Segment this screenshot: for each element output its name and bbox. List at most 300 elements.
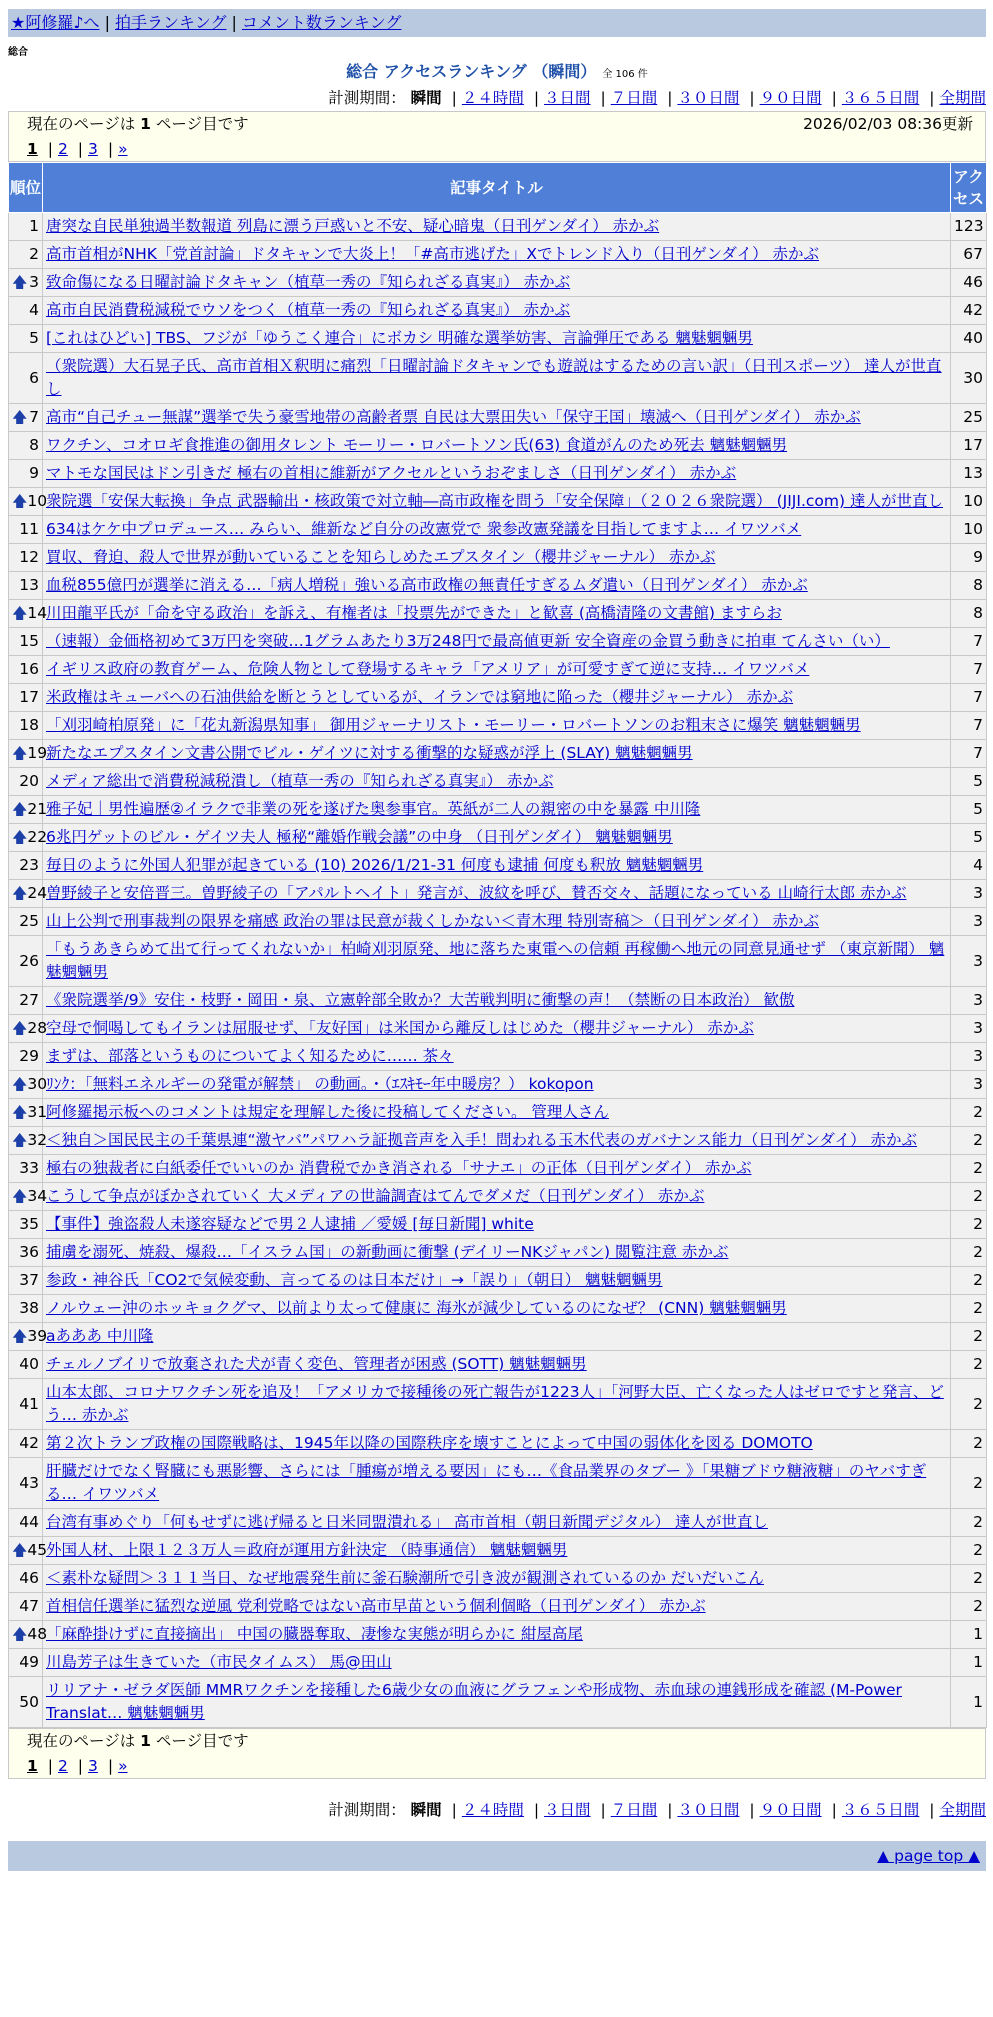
rank-cell [9, 404, 43, 432]
rank-number: 35 [19, 1215, 39, 1233]
rank-number: 14 [27, 604, 48, 622]
rank-number: 45 [27, 1541, 48, 1559]
rank-number: 48 [27, 1625, 48, 1643]
period-link-3d[interactable]: ３日間 [544, 1801, 591, 1819]
access-count: 2 [951, 1351, 987, 1379]
title-cell [43, 241, 951, 269]
table-row [9, 1295, 987, 1323]
title-cell [43, 908, 951, 936]
current-page-text: 現在のページは 1 ページ目です [27, 1732, 249, 1750]
access-count: 5 [951, 768, 987, 796]
rank-cell [9, 1430, 43, 1458]
rank-number: 18 [19, 716, 39, 734]
rank-cell [9, 1351, 43, 1379]
table-row [9, 488, 987, 516]
table-row [9, 1565, 987, 1593]
access-count: 3 [951, 1015, 987, 1043]
ranking-title: 総合 アクセスランキング （瞬間） [346, 62, 597, 81]
access-count: 3 [951, 987, 987, 1015]
access-count: 3 [951, 1043, 987, 1071]
rank-number: 4 [29, 301, 39, 319]
rank-number: 9 [29, 464, 39, 482]
article-title-link[interactable]: 首相信任選挙に猛烈な逆風 党利党略ではない高市早苗という個利個略（日刊ゲンダイ） 赤かぶ [46, 1597, 706, 1615]
title-cell [43, 404, 951, 432]
rank-cell [9, 1071, 48, 1099]
title-cell [43, 1677, 951, 1728]
period-label: 計測期間： [328, 1801, 406, 1819]
separator: | [231, 13, 237, 32]
table-row [9, 768, 987, 796]
rank-number: 12 [19, 548, 39, 566]
rank-number: 40 [19, 1355, 39, 1373]
table-row [9, 269, 987, 297]
access-count: 30 [951, 353, 987, 404]
rank-cell [9, 908, 43, 936]
access-count: 3 [951, 880, 987, 908]
article-title-link[interactable]: 川島芳子は生きていた（市民タイムス） 馬@田山 [46, 1653, 392, 1671]
footer-bar [8, 1841, 986, 1871]
article-title-link[interactable]: 高市首相がNHK「党首討論」ドタキャンで大炎上！「#高市逃げた」Xでトレンド入り（日刊ゲンダイ） 赤かぶ [46, 245, 820, 263]
access-count: 2 [951, 1430, 987, 1458]
rank-cell [9, 1621, 48, 1649]
table-row [9, 1323, 987, 1351]
title-cell [43, 712, 951, 740]
rank-cell [9, 1267, 43, 1295]
title-cell [43, 656, 951, 684]
ranking-table [8, 162, 987, 1728]
rank-cell [9, 213, 43, 241]
article-title-link[interactable]: チェルノブイリで放棄された犬が青く変色、管理者が困惑 (SOTT) 魑魅魍魎男 [46, 1355, 587, 1373]
page-next-link[interactable]: » [118, 1757, 128, 1775]
article-title-link[interactable]: 【事件】強盗殺人未遂容疑などで男２人逮捕 ／愛媛 [毎日新聞] white [46, 1215, 534, 1233]
section-label: 総合 [8, 47, 28, 58]
rank-cell [9, 1537, 48, 1565]
rank-number: 42 [19, 1434, 39, 1452]
table-row [9, 600, 987, 628]
table-row [9, 213, 987, 241]
rank-number: 31 [27, 1103, 48, 1121]
rank-number: 24 [27, 884, 48, 902]
rank-number: 44 [19, 1513, 39, 1531]
pagination: 1 | 2 | 3 | » [27, 140, 128, 158]
period-link-7d[interactable]: ７日間 [610, 1801, 658, 1819]
table-row [9, 987, 987, 1015]
table-row [9, 628, 987, 656]
article-title-link[interactable]: ノルウェー沖のホッキョクグマ、以前より太って健康に 海氷が減少しているのになぜ？ (CNN) 魑魅魍魎男 [46, 1299, 787, 1317]
rank-number: 20 [19, 772, 39, 790]
page-top-link[interactable]: ▲ page top ▲ [877, 1847, 980, 1865]
table-row [9, 460, 987, 488]
period-link-3d[interactable]: ３日間 [544, 89, 591, 107]
rank-cell [9, 768, 43, 796]
rank-number: 21 [27, 800, 48, 818]
table-row [9, 1677, 987, 1728]
table-row [9, 824, 987, 852]
nav-link-comment-ranking[interactable]: コメント数ランキング [241, 13, 402, 32]
rank-cell [9, 936, 43, 987]
access-count: 3 [951, 1071, 987, 1099]
nav-link-asyura[interactable]: ★阿修羅♪へ [11, 13, 100, 32]
article-title-link[interactable]: 衆院選「安保大転換」争点 武器輸出・核政策で対立軸―高市政権を問う「安全保障」（２０２６衆院選） (JIJI.com) 達人が世直し [46, 492, 943, 510]
title-cell [43, 297, 951, 325]
table-row [9, 1351, 987, 1379]
title-cell [43, 213, 951, 241]
period-link-all[interactable]: 全期間 [939, 1801, 986, 1819]
rank-number: 38 [19, 1299, 39, 1317]
table-row [9, 325, 987, 353]
access-count: 2 [951, 1565, 987, 1593]
period-link-24h[interactable]: ２４時間 [461, 1801, 524, 1819]
rank-number: 43 [19, 1473, 39, 1492]
article-title-link[interactable]: 川田龍平氏が「命を守る政治」を訴え、有権者は「投票先ができた」と歓喜 (高橋清隆の文書館) ますらお [46, 604, 782, 622]
article-title-link[interactable]: ＜素朴な疑問＞３１１当日、なぜ地震発生前に釜石験潮所で引き波が観測されているのか だいだいこん [46, 1569, 764, 1587]
title-cell [43, 460, 951, 488]
rank-number: 17 [19, 688, 39, 706]
top-nav-bar [8, 9, 986, 37]
page-next-link[interactable]: » [118, 140, 128, 158]
page-current: 1 [27, 1757, 38, 1775]
period-link-90d[interactable]: ９０日間 [759, 1801, 822, 1819]
access-count: 2 [951, 1323, 987, 1351]
rank-cell [9, 684, 43, 712]
table-row [9, 1267, 987, 1295]
rank-cell [9, 1458, 43, 1509]
article-title-link[interactable]: 6兆円ゲットのビル・ゲイツ夫人 極秘“離婚作戦会議”の中身 （日刊ゲンダイ） 魑魅魍魎男 [46, 828, 673, 846]
rank-cell [9, 1211, 43, 1239]
article-title-link[interactable]: 曽野綾子と安倍晋三。曽野綾子の「アパルトヘイト」発言が、波紋を呼び、賛否交々、話題になっている 山崎行太郎 赤かぶ [46, 884, 907, 902]
rank-number: 37 [19, 1271, 39, 1289]
page-status-panel-top [8, 111, 986, 162]
article-title-link[interactable]: 山本太郎、コロナワクチン死を追及！「アメリカで接種後の死亡報告が1223人」「河野大臣、亡くなった人はゼロですと発言、どう… 赤かぶ [46, 1383, 944, 1424]
rank-cell [9, 1015, 48, 1043]
title-cell [43, 544, 951, 572]
access-count: 2 [951, 1099, 987, 1127]
title-cell [43, 488, 951, 516]
rank-up-arrow-icon: 🡅 [12, 744, 28, 762]
article-title-link[interactable]: 「刈羽崎柏原発」に「花丸新潟県知事」 御用ジャーナリスト・モーリー・ロバートソンのお粗末さに爆笑 魑魅魍魎男 [46, 716, 861, 734]
article-title-link[interactable]: 血税855億円が選挙に消える…「病人増税」強いる高市政権の無責任すぎるムダ遣い（日刊ゲンダイ） 赤かぶ [46, 576, 808, 594]
period-link-30d[interactable]: ３０日間 [677, 1801, 740, 1819]
table-row [9, 852, 987, 880]
period-link-365d[interactable]: ３６５日間 [841, 89, 920, 107]
access-count: 10 [951, 516, 987, 544]
title-cell [43, 432, 951, 460]
table-row [9, 908, 987, 936]
title-cell [43, 1621, 951, 1649]
table-row [9, 1015, 987, 1043]
rank-cell [9, 269, 43, 297]
article-title-link[interactable]: 高市自民消費税減税でウソをつく（植草一秀の『知られざる真実』） 赤かぶ [46, 301, 571, 319]
nav-link-applause-ranking[interactable]: 拍手ランキング [114, 13, 227, 32]
article-title-link[interactable]: 第２次トランプ政権の国際戦略は、1945年以降の国際秩序を壊すことによって中国の弱体化を図る DOMOTO [46, 1434, 813, 1452]
article-title-link[interactable]: イギリス政府の教育ゲーム、危険人物として登場するキャラ「アメリア」が可愛すぎて逆に支持… イワツバメ [46, 660, 810, 678]
article-title-link[interactable]: ﾘﾝｸ：「無料エネルギーの発電が解禁」 の動画。・（ｴｽｷﾓｰ年中暖房？） kokopon [46, 1075, 594, 1093]
access-count: 2 [951, 1127, 987, 1155]
article-title-link[interactable]: マトモな国民はドン引きだ 極右の首相に維新がアクセルというおぞましさ（日刊ゲンダイ） 赤かぶ [46, 464, 737, 482]
article-title-link[interactable]: 山上公判で刑事裁判の限界を痛感 政治の罪は民意が裁くしかない＜青木理 特別寄稿＞（日刊ゲンダイ） 赤かぶ [46, 912, 820, 930]
rank-cell [9, 1099, 48, 1127]
period-link-all[interactable]: 全期間 [939, 89, 986, 107]
page-status-panel-bottom [8, 1728, 986, 1779]
title-cell [43, 1379, 951, 1430]
article-title-link[interactable]: 「もうあきらめて出て行ってくれないか」柏崎刈羽原発、地に落ちた東電への信頼 再稼働へ地元の同意見通せず （東京新聞） 魑魅魍魎男 [46, 940, 945, 981]
period-current: 瞬間 [410, 1801, 442, 1819]
table-row [9, 684, 987, 712]
rank-cell [9, 987, 43, 1015]
access-count: 2 [951, 1537, 987, 1565]
rank-up-arrow-icon: 🡅 [12, 1187, 28, 1205]
article-title-link[interactable]: 高市“自己チュー無謀”選挙で失う豪雪地帯の高齢者票 自民は大票田失い「保守王国」壊滅へ（日刊ゲンダイ） 赤かぶ [46, 408, 861, 426]
access-count: 8 [951, 572, 987, 600]
article-title-link[interactable]: 捕虜を溺死、焼殺、爆殺…「イスラム国」の新動画に衝撃 (デイリーNKジャパン) 閲覧注意 赤かぶ [46, 1243, 729, 1261]
rank-number: 22 [27, 828, 48, 846]
rank-number: 49 [19, 1653, 39, 1671]
rank-up-arrow-icon: 🡅 [12, 1075, 28, 1093]
access-count: 4 [951, 852, 987, 880]
title-cell [43, 1537, 951, 1565]
access-count: 8 [951, 600, 987, 628]
title-cell [43, 1239, 951, 1267]
article-title-link[interactable]: 買収、脅迫、殺人で世界が動いていることを知らしめたエプスタイン（櫻井ジャーナル） 赤かぶ [46, 548, 716, 566]
period-link-24h[interactable]: ２４時間 [461, 89, 524, 107]
pagination: 1 | 2 | 3 | » [27, 1757, 128, 1775]
page [8, 9, 986, 1871]
table-row [9, 1183, 987, 1211]
rank-number: 47 [19, 1597, 39, 1615]
article-title-link[interactable]: ＜独自＞国民民主の千葉県連“激ヤバ”パワハラ証拠音声を入手！問われる玉木代表のガバナンス能力（日刊ゲンダイ） 赤かぶ [46, 1131, 918, 1149]
table-row [9, 740, 987, 768]
table-row [9, 1509, 987, 1537]
article-title-link[interactable]: aあああ 中川隆 [46, 1327, 154, 1345]
title-cell [43, 572, 951, 600]
access-count: 2 [951, 1211, 987, 1239]
table-row [9, 1071, 987, 1099]
access-count: 10 [951, 488, 987, 516]
page-title [8, 59, 986, 85]
access-count: 3 [951, 936, 987, 987]
article-title-link[interactable]: 致命傷になる日曜討論ドタキャン（植草一秀の『知られざる真実』） 赤かぶ [46, 273, 571, 291]
rank-number: 25 [19, 912, 39, 930]
rank-cell [9, 353, 43, 404]
article-title-link[interactable]: 634はケケ中プロデュース… みらい、維新など自分の改憲党で 衆参改憲発議を目指してますよ… イワツバメ [46, 520, 802, 538]
table-row [9, 936, 987, 987]
rank-number: 29 [19, 1047, 39, 1065]
period-link-365d[interactable]: ３６５日間 [841, 1801, 920, 1819]
rank-number: 36 [19, 1243, 39, 1261]
rank-cell [9, 824, 48, 852]
rank-cell [9, 488, 48, 516]
table-row [9, 432, 987, 460]
article-title-link[interactable]: 唐突な自民単独過半数報道 列島に漂う戸惑いと不安、疑心暗鬼（日刊ゲンダイ） 赤かぶ [46, 217, 660, 235]
rank-cell [9, 628, 43, 656]
title-cell [43, 936, 951, 987]
rank-number: 32 [27, 1131, 48, 1149]
title-cell [43, 1183, 951, 1211]
rank-number: 28 [27, 1019, 48, 1037]
article-title-link[interactable]: 新たなエプスタイン文書公開でビル・ゲイツに対する衝撃的な疑惑が浮上 (SLAY) 魑魅魍魎男 [46, 744, 693, 762]
title-cell [43, 1565, 951, 1593]
title-cell [43, 987, 951, 1015]
title-cell [43, 1099, 951, 1127]
article-title-link[interactable]: ワクチン、コオロギ食推進の御用タレント モーリー・ロバートソン氏(63) 食道がんのため死去 魑魅魍魎男 [46, 436, 788, 454]
access-count: 25 [951, 404, 987, 432]
table-row [9, 1430, 987, 1458]
rank-cell [9, 600, 48, 628]
access-count: 3 [951, 908, 987, 936]
rank-number: 41 [19, 1394, 39, 1413]
article-title-link[interactable]: （衆院選）大石晃子氏、高市首相Ｘ釈明に痛烈「日曜討論ドタキャンでも遊説はするための言い訳」（日刊スポーツ） 達人が世直し [46, 357, 942, 398]
access-count: 1 [951, 1677, 987, 1728]
table-row [9, 1593, 987, 1621]
access-count: 5 [951, 824, 987, 852]
rank-cell [9, 544, 43, 572]
rank-number: 5 [29, 329, 39, 347]
table-row [9, 516, 987, 544]
article-title-link[interactable]: 「麻酔掛けずに直接摘出」 中国の臓器奪取、凄惨な実態が明らかに 紺屋高尾 [46, 1625, 583, 1643]
access-count: 17 [951, 432, 987, 460]
table-row [9, 1211, 987, 1239]
rank-up-arrow-icon: 🡅 [12, 800, 28, 818]
title-cell [43, 1295, 951, 1323]
access-count: 7 [951, 712, 987, 740]
rank-number: 16 [19, 660, 39, 678]
article-title-link[interactable]: 空母で恫喝してもイランは屈服せず、「友好国」は米国から離反しはじめた（櫻井ジャーナル） 赤かぶ [46, 1019, 754, 1037]
page-link-3[interactable]: 3 [88, 1757, 98, 1775]
table-row [9, 1649, 987, 1677]
article-title-link[interactable]: 《衆院選挙/9》安住・枝野・岡田・泉、立憲幹部全敗か？大苦戦判明に衝撃の声！（禁断の日本政治） 歓傲 [46, 991, 795, 1009]
rank-up-arrow-icon: 🡅 [12, 1131, 28, 1149]
title-cell [43, 1323, 951, 1351]
title-cell [43, 1043, 951, 1071]
article-title-link[interactable]: [これはひどい] TBS、フジが「ゆうこく連合」にボカシ 明確な選挙妨害、言論弾圧である 魑魅魍魎男 [46, 329, 753, 347]
access-count: 9 [951, 544, 987, 572]
access-count: 2 [951, 1267, 987, 1295]
article-title-link[interactable]: 肝臓だけでなく腎臓にも悪影響、さらには「腫瘍が増える要因」にも…《食品業界のタブー 》「果糖ブドウ糖液糖」のヤバすぎる… イワツバメ [46, 1462, 927, 1503]
page-link-2[interactable]: 2 [57, 140, 68, 158]
access-count: 2 [951, 1509, 987, 1537]
header-rank: 順位 [9, 163, 43, 213]
title-cell [43, 1509, 951, 1537]
title-cell [43, 1593, 951, 1621]
period-link-30d[interactable]: ３０日間 [677, 89, 740, 107]
rank-cell [9, 1677, 43, 1728]
table-row [9, 1127, 987, 1155]
article-title-link[interactable]: まずは、部落というものについてよく知るために…… 茶々 [46, 1047, 454, 1065]
access-count: 2 [951, 1183, 987, 1211]
title-cell [43, 1351, 951, 1379]
rank-up-arrow-icon: 🡅 [12, 273, 28, 291]
article-title-link[interactable]: 米政権はキューバへの石油供給を断とうとしているが、イランでは窮地に陥った（櫻井ジャーナル） 赤かぶ [46, 688, 794, 706]
updated-timestamp: 2026/02/03 08:36更新 [803, 115, 973, 133]
title-cell [43, 600, 951, 628]
rank-up-arrow-icon: 🡅 [12, 408, 28, 426]
title-cell [43, 1649, 951, 1677]
rank-number: 2 [29, 245, 39, 263]
title-cell [43, 1211, 951, 1239]
period-selector-bottom: 計測期間： 瞬間 | ２４時間 | ３日間 | ７日間 | ３０日間 | ９０日間 | ３６５日間 | 全期間 [328, 1801, 986, 1819]
rank-number: 13 [19, 576, 39, 594]
rank-cell [9, 460, 43, 488]
access-count: 2 [951, 1593, 987, 1621]
rank-cell [9, 572, 43, 600]
rank-cell [9, 1649, 43, 1677]
title-cell [43, 269, 951, 297]
title-cell [43, 796, 951, 824]
rank-cell [9, 1127, 48, 1155]
access-count: 1 [951, 1649, 987, 1677]
article-title-link[interactable]: リリアナ・ゼラダ医師 MMRワクチンを接種した6歳少女の血液にグラフェンや形成物、赤血球の連銭形成を確認 (M-Power Translat… 魑魅魍魎男 [46, 1681, 902, 1722]
title-cell [43, 824, 951, 852]
rank-number: 23 [19, 856, 39, 874]
rank-number: 6 [29, 368, 39, 387]
article-title-link[interactable]: 極右の独裁者に白紙委任でいいのか 消費税でかき消される「サナエ」の正体（日刊ゲンダイ） 赤かぶ [46, 1159, 752, 1177]
article-title-link[interactable]: 台湾有事めぐり「何もせずに逃げ帰ると日米同盟潰れる」 高市首相（朝日新聞デジタル） 達人が世直し [46, 1513, 768, 1531]
table-row [9, 297, 987, 325]
rank-up-arrow-icon: 🡅 [12, 828, 28, 846]
article-title-link[interactable]: 外国人材、上限１２３万人＝政府が運用方針決定 （時事通信） 魑魅魍魎男 [46, 1541, 568, 1559]
rank-cell [9, 852, 43, 880]
table-row [9, 353, 987, 404]
period-link-7d[interactable]: ７日間 [610, 89, 658, 107]
access-count: 2 [951, 1295, 987, 1323]
table-row [9, 544, 987, 572]
page-link-3[interactable]: 3 [88, 140, 98, 158]
rank-up-arrow-icon: 🡅 [12, 1019, 28, 1037]
page-link-2[interactable]: 2 [57, 1757, 68, 1775]
title-cell [43, 1015, 951, 1043]
article-title-link[interactable]: 毎日のように外国人犯罪が起きている (10) 2026/1/21-31 何度も逮捕 何度も釈放 魑魅魍魎男 [46, 856, 704, 874]
access-count: 123 [951, 213, 987, 241]
period-selector-top: 計測期間： 瞬間 | ２４時間 | ３日間 | ７日間 | ３０日間 | ９０日間 | ３６５日間 | 全期間 [328, 89, 986, 107]
rank-cell [9, 432, 43, 460]
rank-cell [9, 1239, 43, 1267]
access-count: 46 [951, 269, 987, 297]
access-count: 13 [951, 460, 987, 488]
article-title-link[interactable]: 阿修羅掲示板へのコメントは規定を理解した後に投稿してください。 管理人さん [46, 1103, 609, 1121]
rank-number: 26 [19, 951, 39, 970]
table-row [9, 1099, 987, 1127]
rank-number: 3 [29, 273, 39, 291]
article-title-link[interactable]: 雅子妃｜男性遍歴②イラクで非業の死を遂げた奥参事官。英紙が二人の親密の中を暴露 中川隆 [46, 800, 701, 818]
rank-number: 8 [29, 436, 39, 454]
title-cell [43, 1071, 951, 1099]
rank-up-arrow-icon: 🡅 [12, 884, 28, 902]
period-link-90d[interactable]: ９０日間 [759, 89, 822, 107]
title-cell [43, 1155, 951, 1183]
table-row [9, 1239, 987, 1267]
title-cell [43, 628, 951, 656]
rank-number: 19 [27, 744, 48, 762]
table-row [9, 796, 987, 824]
table-row [9, 712, 987, 740]
title-cell [43, 684, 951, 712]
rank-cell [9, 297, 43, 325]
rank-cell [9, 1295, 43, 1323]
rank-number: 7 [29, 408, 39, 426]
table-row [9, 1155, 987, 1183]
table-row [9, 404, 987, 432]
rank-number: 15 [19, 632, 39, 650]
table-row [9, 880, 987, 908]
article-title-link[interactable]: 参政・神谷氏「CO2で気候変動、言ってるのは日本だけ」→「誤り」（朝日） 魑魅魍魎男 [46, 1271, 663, 1289]
article-title-link[interactable]: （速報）金価格初めて3万円を突破…1グラムあたり3万248円で最高値更新 安全資産の金買う動きに拍車 てんさい（い） [46, 632, 890, 650]
rank-number: 1 [29, 217, 39, 235]
article-title-link[interactable]: こうして争点がぼかされていく 大メディアの世論調査はてんでダメだ（日刊ゲンダイ） 赤かぶ [46, 1187, 705, 1205]
rank-cell [9, 516, 43, 544]
rank-number: 46 [19, 1569, 39, 1587]
article-title-link[interactable]: メディア総出で消費税減税潰し（植草一秀の『知られざる真実』） 赤かぶ [46, 772, 554, 790]
rank-up-arrow-icon: 🡅 [12, 1327, 28, 1345]
